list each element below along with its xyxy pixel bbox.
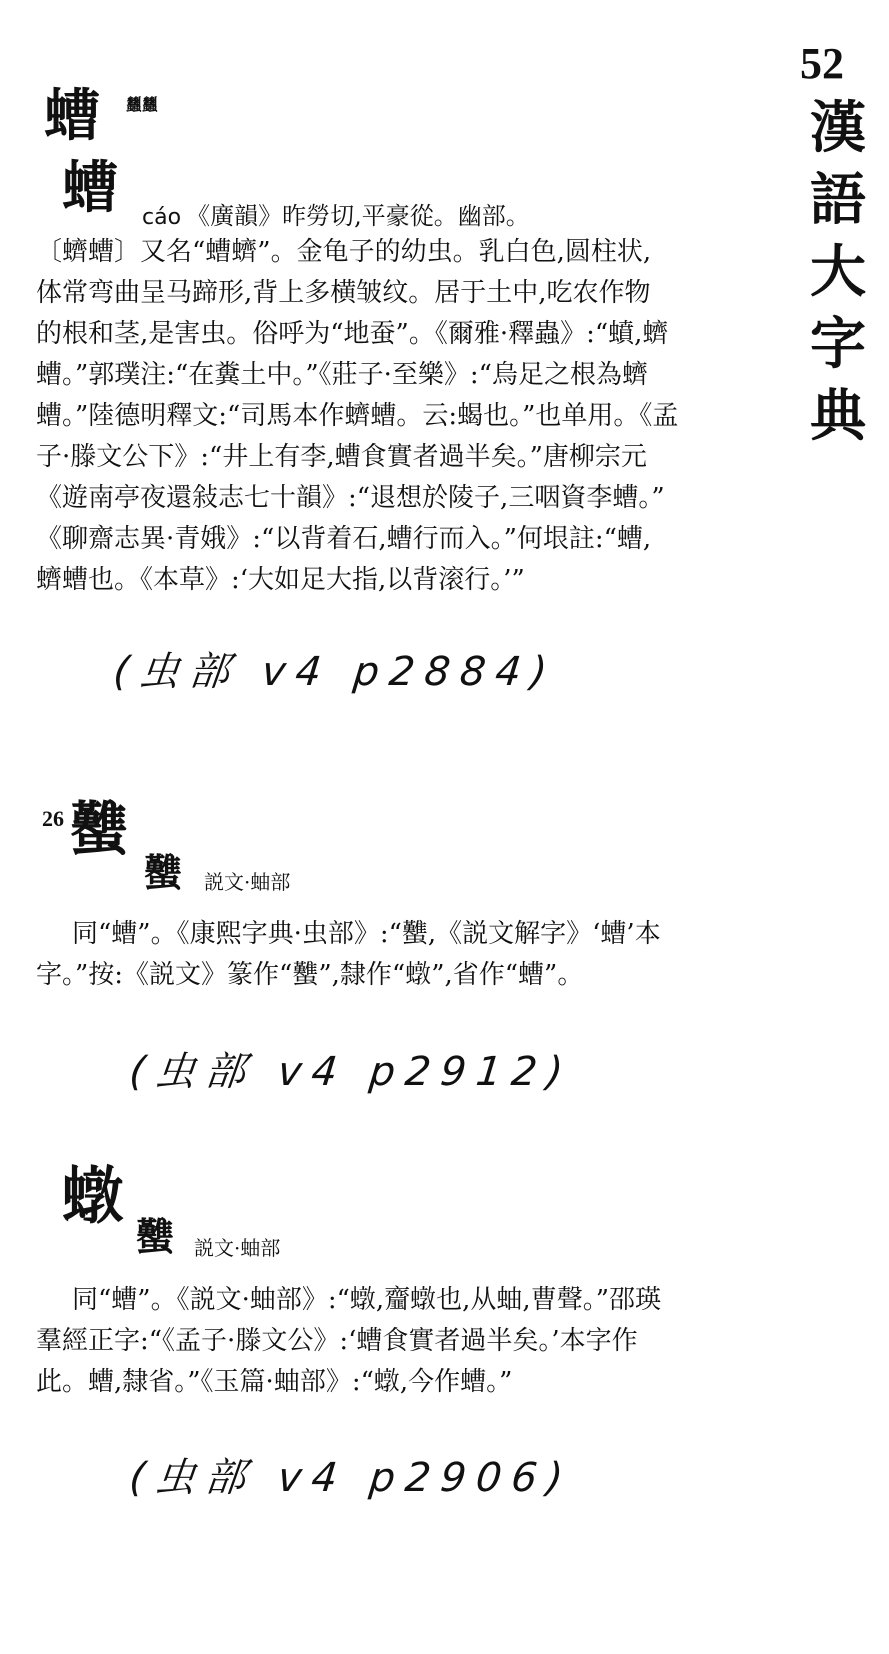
entry1-seal-forms: 蠿蠿 <box>126 95 159 114</box>
entry2-head-char: 𧕴 <box>70 795 129 863</box>
entry1-head-char: 螬 <box>44 83 100 149</box>
definition-line: 螬。”郭璞注:“在糞土中。”《莊子·至樂》:“烏足之根為蠐 <box>36 360 648 390</box>
definition-line: 体常弯曲呈马蹄形,背上多横皱纹。居于土中,吃农作物 <box>36 278 651 308</box>
definition-line: 《遊南亭夜還敍志七十韻》:“退想於陵子,三咽資李螬。” <box>36 483 665 513</box>
entry1-pronunciation <box>142 196 530 231</box>
definition-line: 羣經正字:“《孟子·滕文公》:‘螬食實者過半矣。’本字作 <box>36 1326 638 1356</box>
entry2-source: 説文·蚰部 <box>204 870 291 894</box>
definition-line: 螬。”陸德明釋文:“司馬本作蠐螬。云:蝎也。”也单用。《孟 <box>36 401 679 431</box>
pinyin: cáo <box>142 205 182 230</box>
entry2-number: 26 <box>42 806 64 831</box>
definition-line: 〔蠐螬〕又名“螬蠐”。金龟子的幼虫。乳白色,圆柱状, <box>36 237 652 267</box>
definition-line: 的根和茎,是害虫。俗呼为“地蚕”。《爾雅·釋蟲》:“蟦,蠐 <box>36 319 669 349</box>
handwritten-note: (虫部 v4 p2912) <box>127 1049 576 1095</box>
entry1-definition <box>36 232 756 601</box>
definition-line: 同“螬”。《説文·蚰部》:“𧑒,齏𧑒也,从蚰,曹聲。”邵瑛 <box>72 1285 661 1315</box>
title-char: 漢 <box>810 95 866 161</box>
definition-line: 同“螬”。《康熙字典·虫部》:“𧕴,《説文解字》‘螬’本 <box>72 919 661 949</box>
page-number: 52 <box>800 39 844 88</box>
entry3-seal-glyph: 𧕴 <box>136 1214 175 1259</box>
definition-line: 字。”按:《説文》篆作“𧕴”,隸作“𧑒”,省作“螬”。 <box>36 960 584 990</box>
entry2-seal-glyph: 𧕴 <box>144 850 183 895</box>
entry3-head-char: 𧑒 <box>62 1160 125 1233</box>
handwritten-note: (虫部 v4 p2884) <box>111 649 560 695</box>
dictionary-title <box>808 92 868 452</box>
entry2-definition <box>36 914 756 996</box>
entry3-definition <box>36 1280 756 1403</box>
definition-line: 蠐螬也。《本草》:‘大如足大指,以背滚行。’” <box>36 565 525 595</box>
title-char: 典 <box>810 383 866 449</box>
title-char: 語 <box>810 167 866 233</box>
pron-source: 《廣韻》昨勞切,平豪從。幽部。 <box>186 202 530 230</box>
definition-line: 《聊齋志異·青娥》:“以背着石,螬行而入。”何垠註:“螬, <box>36 524 652 554</box>
definition-line: 子·滕文公下》:“井上有李,螬食實者過半矣。”唐柳宗元 <box>36 442 647 472</box>
entry3-source: 説文·蚰部 <box>194 1236 281 1260</box>
definition-line: 此。螬,隸省。”《玉篇·蚰部》:“𧑒,今作螬。” <box>36 1367 513 1397</box>
title-char: 大 <box>810 239 866 305</box>
title-char: 字 <box>810 311 866 377</box>
handwritten-note: (虫部 v4 p2906) <box>127 1455 576 1501</box>
entry1-char: 螬 <box>62 155 118 221</box>
